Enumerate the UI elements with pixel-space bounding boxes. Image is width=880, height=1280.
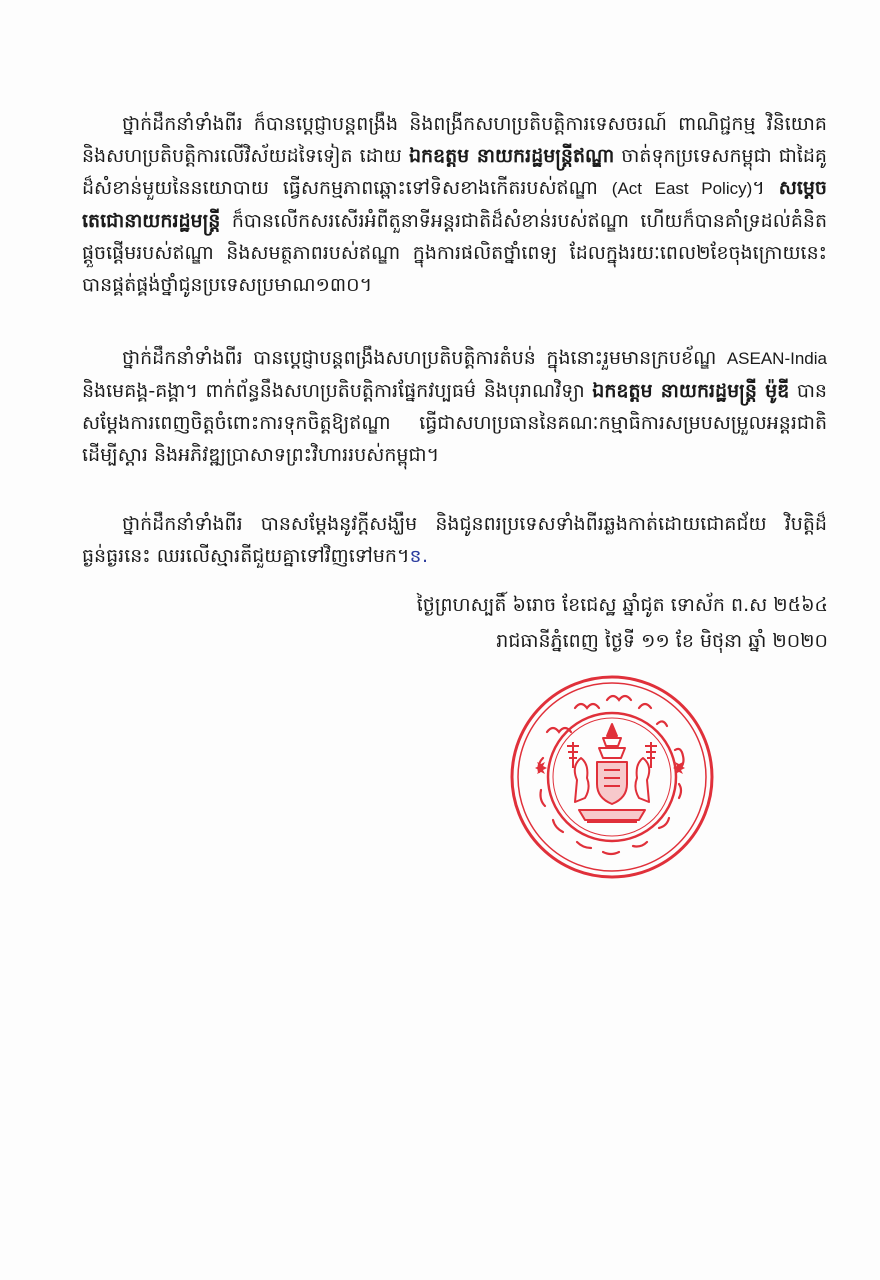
date-line-lunar: ថ្ងៃព្រហស្បតិ៍ ៦រោច ខែជេស្ឋ ឆ្នាំជូត ទោស័ក ព.ស ២៥៦៤ — [416, 594, 828, 616]
paragraph-1-latin-a: (Act East Policy) — [611, 179, 753, 198]
paragraph-2-part-b: និងមេគង្គ-គង្គា។ ពាក់ព័ន្ធនឹងសហប្រតិបត្តិការផ្នែកវប្បធម៌ និងបុរាណវិទ្យា — [82, 380, 593, 402]
paragraph-2-part-a: ថ្នាក់ដឹកនាំទាំងពីរ បានប្តេជ្ញាបន្តពង្រឹងសហប្រតិបត្តិការតំបន់ ក្នុងនោះរួមមានក្របខ័ណ្ឌ — [122, 347, 727, 369]
end-mark: ៜ. — [409, 545, 429, 567]
paragraph-1-bold-b: សម្តេចតេជោនាយករដ្ឋមន្ត្រី — [82, 177, 827, 232]
paragraph-3-text: ថ្នាក់ដឹកនាំទាំងពីរ បានសម្តែងនូវក្តីសង្ឃឹម និងជូនពរប្រទេសទាំងពីរឆ្លងកាត់ដោយជោគជ័យ វិបត្តិដ៏ធ្ងន់ធ្ងរនេះ ឈរលើស្មារតីជួយគ្នាទៅវិញទៅមក។ — [82, 513, 827, 567]
paragraph-1-part-d: ក៏បានលើកសរសើរអំពីតួនាទីអន្តរជាតិដ៏សំខាន់របស់ឥណ្ឌា ហើយក៏បានគាំទ្រដល់គំនិតផ្តួចផ្តើមរបស់ឥណ្ឌា និងសមត្ថភាពរបស់ឥណ្ឌា ក្នុងការផលិតថ្នាំពេទ្យ ដែលក្នុងរយៈពេល២ខែចុងក្រោយនេះ បានផ្គត់ផ្គង់ថ្នាំជូនប្រទេសប្រមាណ១៣០។ — [82, 210, 827, 296]
paragraph-2-latin-a: ASEAN-India — [726, 349, 827, 368]
paragraph-2-part-c: បានសម្តែងការពេញចិត្តចំពោះការទុកចិត្តឱ្យឥណ្ឌា ធ្វើជាសហប្រធាននៃគណៈកម្មាធិការសម្របសម្រួលអន្តរជាតិ ដើម្បីស្តារ និងអភិវឌ្ឍប្រាសាទព្រះវិហាររបស់កម្ពុជា។ — [82, 380, 827, 466]
paragraph-2 — [82, 342, 827, 471]
date-line-place-date: រាជធានីភ្នំពេញ ថ្ងៃទី ១១ ខែ មិថុនា ឆ្នាំ ២០២០ — [496, 630, 828, 652]
paragraph-1-part-c: ។ — [752, 177, 779, 199]
paragraph-2-bold-a: ឯកឧត្តម នាយករដ្ឋមន្ត្រី ម៉ូឌី — [592, 380, 790, 402]
paragraph-1-bold-a: ឯកឧត្តម នាយករដ្ឋមន្ត្រីឥណ្ឌា — [408, 145, 615, 167]
paragraph-1-part-b: ចាត់ទុកប្រទេសកម្ពុជា ជាដៃគូដ៏សំខាន់មួយនៃនយោបាយ ធ្វើសកម្មភាពឆ្ពោះទៅទិសខាងកើតរបស់ឥណ្ឌា — [82, 145, 827, 199]
paragraph-1-part-a: ថ្នាក់ដឹកនាំទាំងពីរ ក៏បានប្តេជ្ញាបន្តពង្រឹង និងពង្រីកសហប្រតិបត្តិការទេសចរណ៍ ពាណិជ្ជកម្ម វិនិយោគ និងសហប្រតិបត្តិការលើវិស័យដទៃទៀត ដោយ — [82, 113, 827, 167]
seal-graphic — [507, 672, 717, 882]
paragraph-3 — [82, 508, 827, 572]
paragraph-1 — [82, 108, 827, 301]
official-seal — [507, 672, 717, 882]
